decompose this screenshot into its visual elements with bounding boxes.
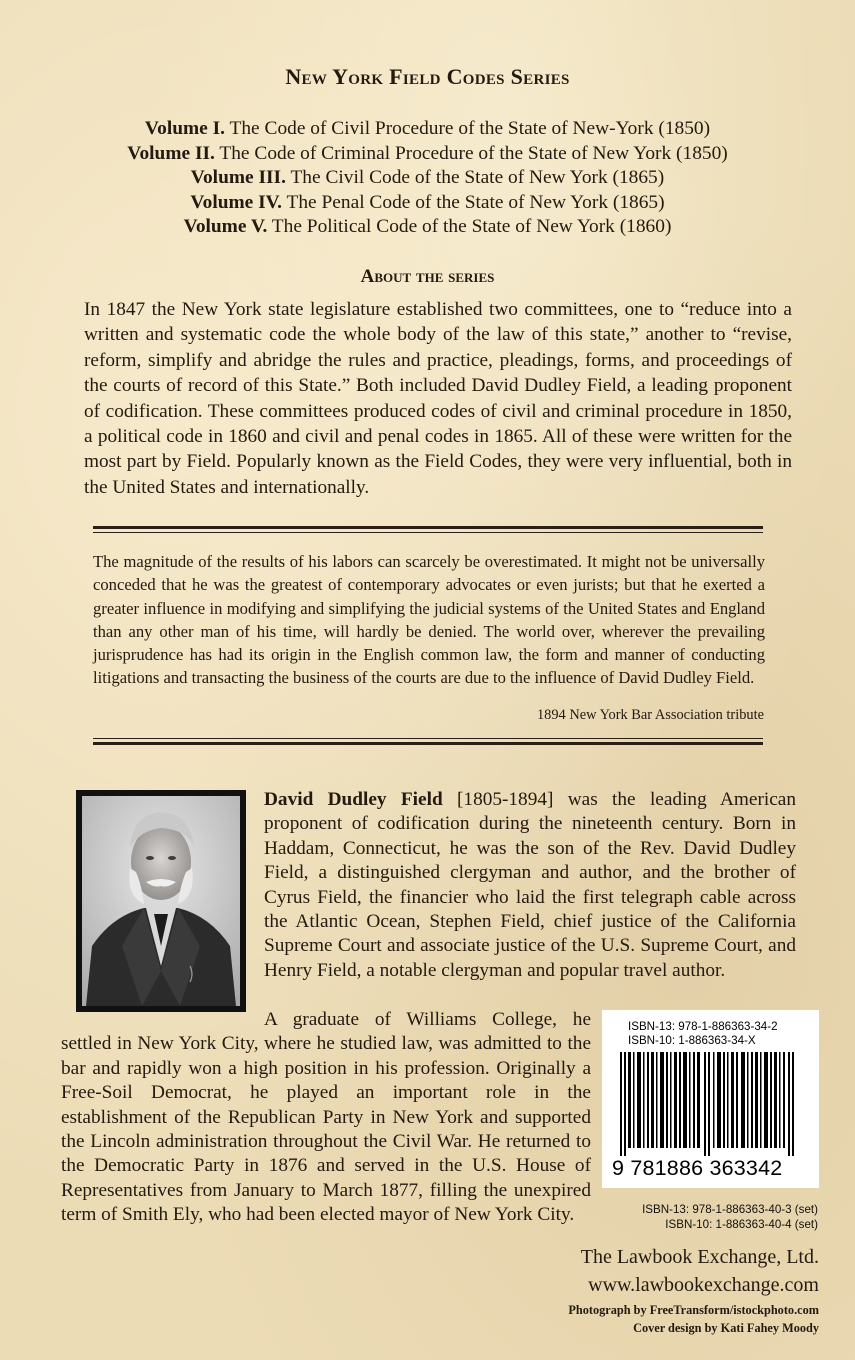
about-paragraph: In 1847 the New York state legislature established two committees, one to “reduce into a written and systematic code the whole body of the law of this state,” another to “revise, reform, simplify and abridge the rules and practice, pleadings, forms, and proceedings of the courts of record of this State.” Both included David Dudley Field, a leading proponent of codification. These committees produced codes of civil and criminal procedure in 1850, a political code in 1860 and civil and penal codes in 1865. All of these were written for the most part by Field. Popularly known as the Field Codes, they were very influential, both in the United States and internationally. (84, 299, 792, 498)
quote-bottom-rule (93, 738, 763, 745)
publisher-website: www.lawbookexchange.com (588, 1274, 819, 1296)
biography-continued-text: A graduate of Williams College, he settled in New York City, where he studied law, was admitted to the bar and rapidly won a high position in his profession. Originally a Free-Soil Democrat, he played an important role in the establishment of the Republican Party in New York and supported the Lincoln administration throughout the Civil War. He returned to the Democratic Party in 1876 and served in the U.S. House of Representatives from January to March 1877, filling the unexpired term of Smith Ely, who had been elected mayor of New York City. (61, 1009, 591, 1226)
photo-credit: Photograph by FreeTransform/istockphoto.com (568, 1303, 819, 1317)
biography-name: David Dudley Field (264, 789, 443, 810)
volume-list (0, 117, 855, 240)
quote-top-rule (93, 526, 763, 533)
volume-number: Volume III. (190, 167, 286, 188)
portrait-photo (82, 796, 240, 1006)
volume-item (0, 117, 855, 142)
biography-intro-text: [1805-1894] was the leading American proponent of codification during the nineteenth century. Born in Haddam, Connecticut, he was the son of the Rev. David Dudley Field, a distinguished clergyman and author, and the brother of Cyrus Field, the financier who laid the first telegraph cable across the Atlantic Ocean, Stephen Field, chief justice of the California Supreme Court and associate justice of the U.S. Supreme Court, and Henry Field, a notable clergyman and popular travel author. (264, 789, 796, 981)
biography-intro (264, 788, 796, 983)
volume-number: Volume II. (127, 142, 215, 164)
isbn-barcode-block (602, 1010, 819, 1188)
volume-title: The Code of Criminal Procedure of the State of New York (1850) (219, 142, 728, 164)
isbn13-label: ISBN-13: 978-1-886363-34-2 (628, 1020, 778, 1033)
volume-title: The Civil Code of the State of New York (1865) (290, 167, 665, 188)
volume-number: Volume V. (183, 216, 268, 237)
volume-item (0, 191, 855, 216)
isbn10-label: ISBN-10: 1-886363-34-X (628, 1034, 756, 1047)
barcode-icon (616, 1052, 806, 1156)
volume-item (0, 166, 855, 191)
volume-item (0, 215, 855, 240)
design-credit: Cover design by Kati Fahey Moody (633, 1321, 819, 1335)
volume-title: The Code of Civil Procedure of the State of New-York (1850) (229, 118, 711, 139)
volume-number: Volume I. (144, 118, 226, 139)
volume-title: The Penal Code of the State of New York (1865) (286, 191, 665, 213)
publisher-name: The Lawbook Exchange, Ltd. (580, 1246, 819, 1268)
quote-attribution: 1894 New York Bar Association tribute (536, 707, 764, 723)
tribute-quote: The magnitude of the results of his labors can scarcely be overestimated. It might not be universally conceded that he was the greatest of contemporary advocates or even jurists; but that he exerted a greater influence in modifying and simplifying the judicial systems of the United States and England than any other man of his time, will hardly be denied. The world over, wherever the prevailing jurisprudence has had its origin in the English common law, the form and manner of conducting litigations and transacting the business of the courts are due to the influence of David Dudley Field. (93, 552, 765, 688)
set-isbn13-label: ISBN-13: 978-1-886363-40-3 (set) (642, 1203, 818, 1216)
volume-item (0, 142, 855, 167)
series-title: New York Field Codes Series (285, 64, 570, 89)
author-portrait (76, 790, 246, 1012)
volume-number: Volume IV. (190, 191, 283, 213)
about-heading: About the series (360, 266, 495, 287)
biography-continued (61, 1008, 591, 1228)
barcode-digits: 9 781886 363342 (612, 1156, 783, 1180)
set-isbn10-label: ISBN-10: 1-886363-40-4 (set) (665, 1218, 818, 1231)
volume-title: The Political Code of the State of New York (1860) (271, 216, 672, 237)
